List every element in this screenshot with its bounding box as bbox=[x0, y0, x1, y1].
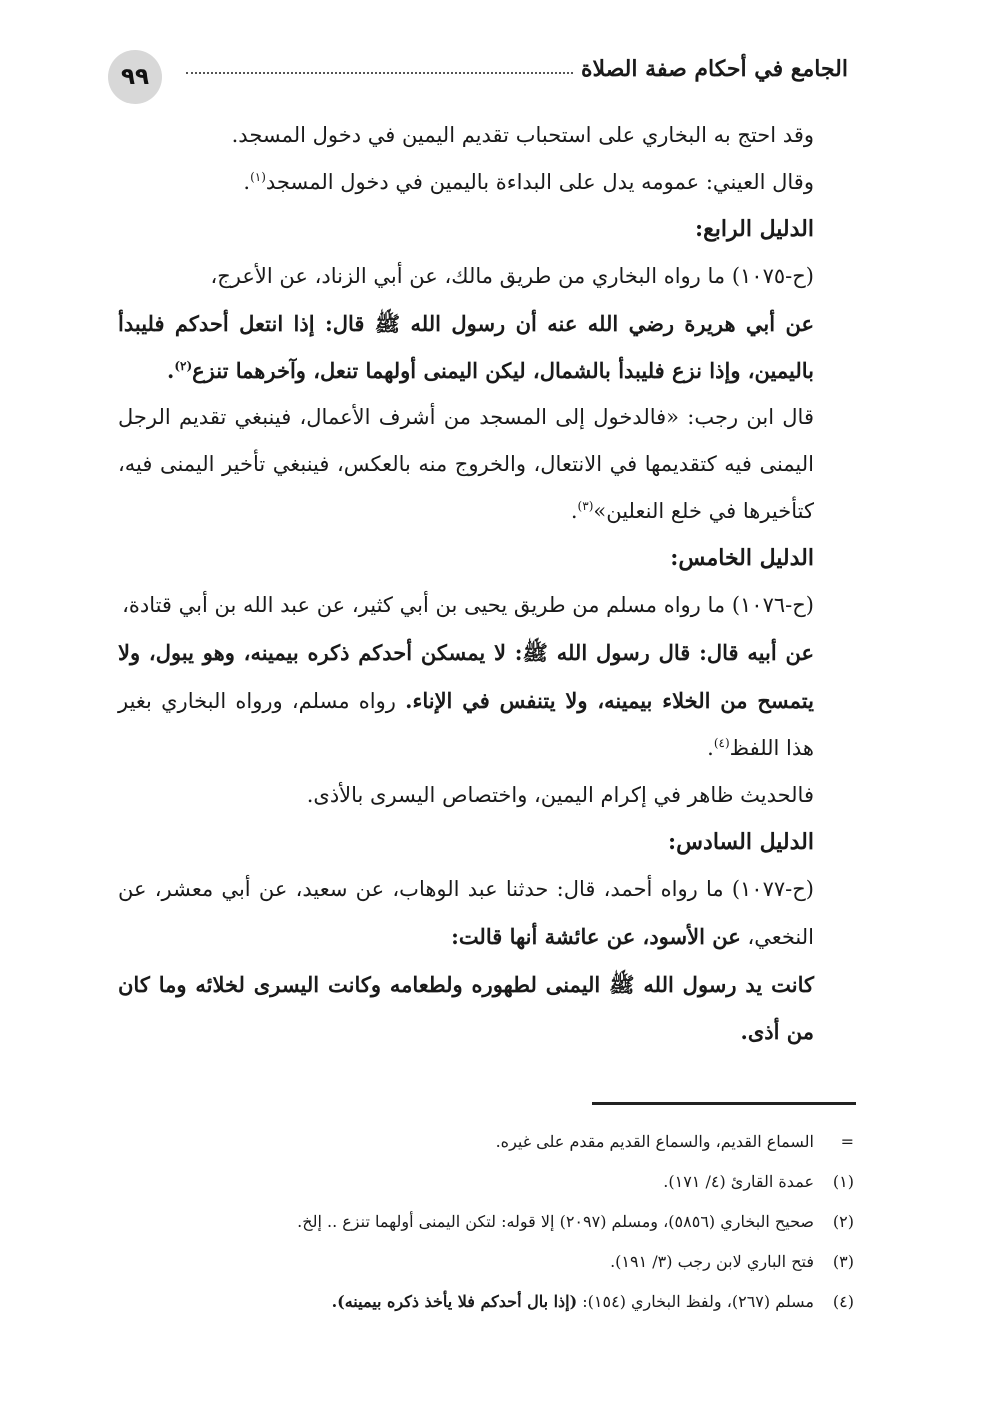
footnote-mark: = bbox=[840, 1132, 854, 1151]
hadith-text bbox=[118, 961, 858, 1055]
hadith-bold-text: عن الأسود، عن عائشة أنها قالت: bbox=[451, 924, 741, 949]
footnote bbox=[130, 1242, 854, 1282]
footnotes bbox=[130, 1122, 854, 1322]
section-heading: الدليل السادس: bbox=[668, 829, 814, 855]
footnote-ref[interactable]: (٣) bbox=[577, 499, 594, 513]
section-heading: الدليل الخامس: bbox=[670, 545, 814, 571]
hadith-bold-text: عن أبيه قال: قال رسول الله ﷺ: لا يمسكن أحدكم ذكره بيمينه، وهو يبول، ولا يتمسح من الخلاء بيمينه، ولا يتنفس في الإناء. bbox=[118, 640, 814, 713]
running-title-text: الجامع في أحكام صفة الصلاة bbox=[580, 56, 848, 82]
running-title bbox=[178, 42, 848, 96]
hadith-bold-text: عن أبي هريرة رضي الله عنه أن رسول الله ﷺ قال: إذا انتعل أحدكم فليبدأ باليمين، وإذا نزع فليبدأ بالشمال، ليكن اليمنى أولهما تنعل، وآخرهما تنزع bbox=[118, 311, 814, 383]
footnote-ref[interactable]: (١) bbox=[250, 170, 266, 184]
footnote-ref[interactable]: (٤) bbox=[713, 736, 730, 750]
hadith-bold-text: كانت يد رسول الله ﷺ اليمنى لطهوره ولطعامه وكانت اليسرى لخلائه وما كان من أذى. bbox=[118, 972, 814, 1044]
paragraph bbox=[118, 253, 858, 300]
footnote-mark: (٢) bbox=[832, 1212, 854, 1231]
footnote-mark: (٤) bbox=[832, 1292, 854, 1311]
page-number: ٩٩ bbox=[108, 50, 162, 104]
section-heading: الدليل الرابع: bbox=[694, 216, 814, 242]
paragraph-text: (ح-١٠٧٧) ما رواه أحمد، قال: حدثنا عبد الوهاب، عن سعيد، عن أبي معشر، عن النخعي، bbox=[118, 877, 814, 949]
paragraph bbox=[118, 112, 858, 159]
hadith-text bbox=[118, 300, 858, 394]
hadith-paragraph bbox=[118, 629, 858, 772]
paragraph-end: . bbox=[167, 358, 175, 383]
footnote bbox=[130, 1162, 854, 1202]
page-header bbox=[108, 42, 848, 98]
paragraph-text: (ح-١٠٧٦) ما رواه مسلم من طريق يحيى بن أبي كثير، عن عبد الله بن أبي قتادة، bbox=[122, 593, 814, 617]
paragraph-end: . bbox=[243, 170, 251, 194]
footnote-separator bbox=[592, 1102, 856, 1105]
footnote-bold-text: (إذا بال أحدكم فلا يأخذ ذكره بيمينه). bbox=[331, 1292, 578, 1311]
paragraph bbox=[118, 772, 858, 819]
paragraph bbox=[118, 159, 858, 206]
paragraph-text: (ح-١٠٧٥) ما رواه البخاري من طريق مالك، عن أبي الزناد، عن الأعرج، bbox=[210, 264, 814, 288]
paragraph-text: فالحديث ظاهر في إكرام اليمين، واختصاص اليسرى بالأذى. bbox=[306, 783, 814, 807]
footnote bbox=[130, 1282, 854, 1322]
footnote-ref[interactable]: (٢) bbox=[174, 359, 193, 373]
footnote-mark: (١) bbox=[832, 1172, 854, 1191]
paragraph-end: . bbox=[707, 736, 714, 760]
paragraph bbox=[118, 394, 858, 535]
dotted-leader bbox=[186, 72, 573, 74]
footnote-text: مسلم (٢٦٧)، ولفظ البخاري (١٥٤): bbox=[577, 1292, 814, 1311]
paragraph-text: قال ابن رجب: «فالدخول إلى المسجد من أشرف الأعمال، فينبغي تقديم الرجل اليمنى فيه كتقديمها في الانتعال، والخروج منه بالعكس، فينبغي تأخير اليمنى فيه، كتأخيرها في خلع النعلين» bbox=[118, 405, 814, 523]
footnote bbox=[130, 1202, 854, 1242]
paragraph bbox=[118, 582, 858, 629]
paragraph-end: . bbox=[570, 499, 578, 523]
paragraph-text: وقال العيني: عمومه يدل على البداءة باليمين في دخول المسجد bbox=[265, 170, 814, 194]
page-body bbox=[118, 112, 858, 1055]
footnote bbox=[130, 1122, 854, 1162]
footnote-text: صحيح البخاري (٥٨٥٦)، ومسلم (٢٠٩٧) إلا قوله: لتكن اليمنى أولهما تنزع .. إلخ. bbox=[297, 1212, 814, 1231]
paragraph bbox=[118, 866, 858, 961]
paragraph-text: رواه مسلم، ورواه البخاري بغير هذا اللفظ bbox=[118, 689, 814, 760]
footnote-text: عمدة القارئ (٤/ ١٧١). bbox=[663, 1172, 814, 1191]
footnote-mark: (٣) bbox=[832, 1252, 854, 1271]
footnote-text: فتح الباري لابن رجب (٣/ ١٩١). bbox=[610, 1252, 814, 1271]
paragraph-text: وقد احتج به البخاري على استحباب تقديم اليمين في دخول المسجد. bbox=[231, 123, 814, 147]
footnote-text: السماع القديم، والسماع القديم مقدم على غيره. bbox=[495, 1132, 814, 1151]
